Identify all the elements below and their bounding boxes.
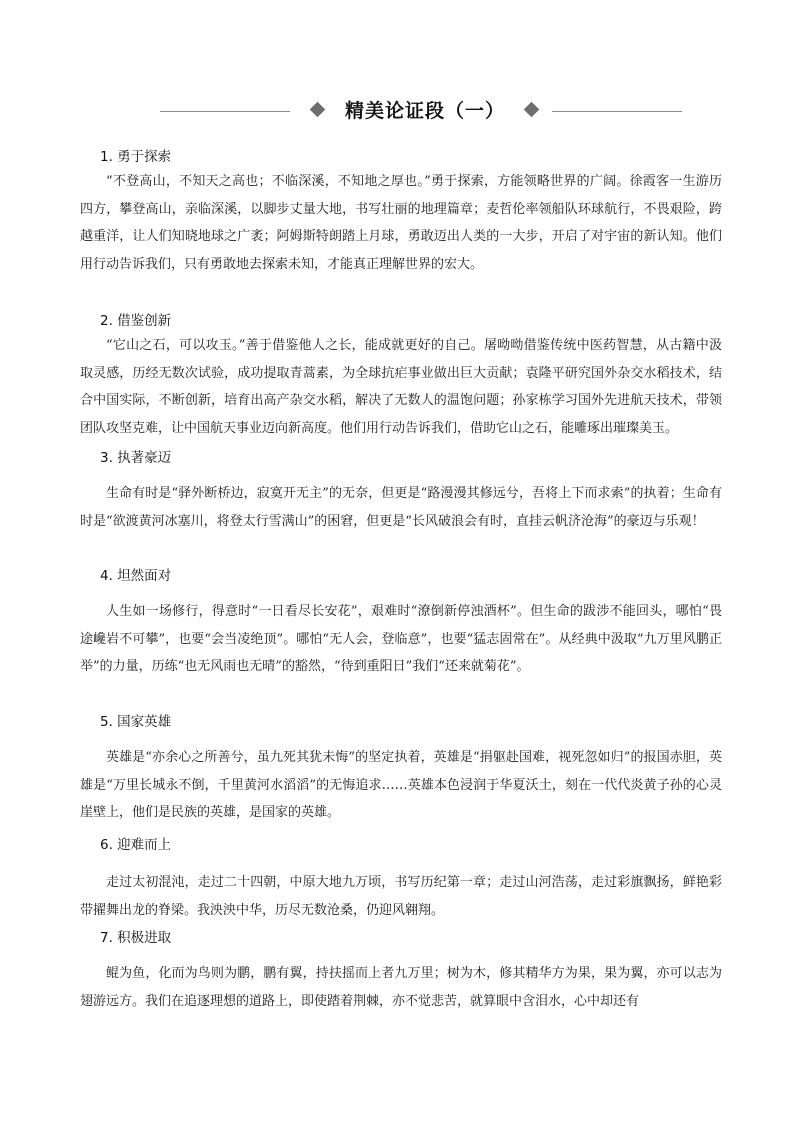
section-paragraph-2: “它山之石，可以攻玉。”善于借鉴他人之长，能成就更好的自己。屠呦呦借鉴传统中医药智慧，从古籍中汲取灵感，历经无数次试验，成功提取青蒿素，为全球抗疟事业做出巨大贡献；袁隆平研究国外杂交水稻技术，结合中国实际，不断创新，培育出高产杂交水稻，解决了无数人的温饱问题；孙家栋学习国外先进航天技术，带领团队攻坚克难，让中国航天事业迈向新高度。他们用行动告诉我们，借助它山之石，能雕琢出璀璨美玉。 xyxy=(80,338,722,436)
section-heading-2: 2. 借鉴创新 xyxy=(100,313,172,329)
section-heading-1: 1. 勇于探索 xyxy=(100,149,172,165)
section-heading-5: 5. 国家英雄 xyxy=(100,714,172,730)
section-paragraph-6: 走过太初混沌，走过二十四朝，中原大地九万顷，书写历纪第一章；走过山河浩荡，走过彩旗飘扬，鲜艳彩带擢舞出龙的脊梁。我泱泱中华，历尽无数沧桑，仍迎风翱翔。 xyxy=(80,875,722,918)
section-heading-7: 7. 积极进取 xyxy=(100,930,172,946)
diamond-icon xyxy=(310,102,326,118)
section-paragraph-1: “不登高山，不知天之高也；不临深溪，不知地之厚也。”勇于探索，方能领略世界的广阔。徐霞客一生游历四方，攀登高山，亲临深溪，以脚步丈量大地，书写壮丽的地理篇章；麦哲伦率领船队环球航行，不畏艰险，跨越重洋，让人们知晓地球之广袤；阿姆斯特朗踏上月球，勇敢迈出人类的一大步，开启了对宇宙的新认知。他们用行动告诉我们，只有勇敢地去探索未知，才能真正理解世界的宏大。 xyxy=(80,174,722,272)
section-paragraph-5: 英雄是“亦余心之所善兮，虽九死其犹未悔”的坚定执着，英雄是“捐躯赴国难，视死忽如归”的报国赤胆，英雄是“万里长城永不倒，千里黄河水滔滔”的无悔追求……英雄本色浸润于华夏沃土，刻在一代代炎黄子孙的心灵崖壁上，他们是民族的英雄，是国家的英雄。 xyxy=(80,750,722,820)
section-paragraph-3: 生命有时是“驿外断桥边，寂寞开无主”的无奈，但更是“路漫漫其修远兮，吾将上下而求索”的执着；生命有时是“欲渡黄河冰塞川，将登太行雪满山”的困窘，但更是“长风破浪会有时，直挂云帆济沧海”的豪迈与乐观！ xyxy=(80,486,722,529)
section-paragraph-4: 人生如一场修行，得意时“一日看尽长安花”，艰难时“潦倒新停浊酒杯”。但生命的跋涉不能回头，哪怕“畏途巉岩不可攀”，也要“会当凌绝顶”。哪怕“无人会，登临意”，也要“猛志固常在”。从经典中汲取“九万里风鹏正举”的力量，历练“也无风雨也无晴”的豁然，“待到重阳日”我们“还来就菊花”。 xyxy=(80,604,722,674)
section-heading-3: 3. 执著豪迈 xyxy=(100,450,172,466)
section-paragraph-7: 鲲为鱼，化而为鸟则为鹏，鹏有翼，持扶摇而上者九万里；树为木，修其精华方为果，果为翼，亦可以志为翅游远方。我们在追逐理想的道路上，即使踏着荆棘，亦不觉悲苦，就算眼中含泪水，心中却还有 xyxy=(80,966,722,1009)
header-rule-right xyxy=(552,111,682,112)
header-rule-left xyxy=(160,111,290,112)
page-header xyxy=(0,96,794,126)
diamond-icon xyxy=(524,102,540,118)
section-heading-6: 6. 迎难而上 xyxy=(100,837,172,853)
section-heading-4: 4. 坦然面对 xyxy=(100,568,172,584)
page-title: 精美论证段（一） xyxy=(344,100,505,122)
